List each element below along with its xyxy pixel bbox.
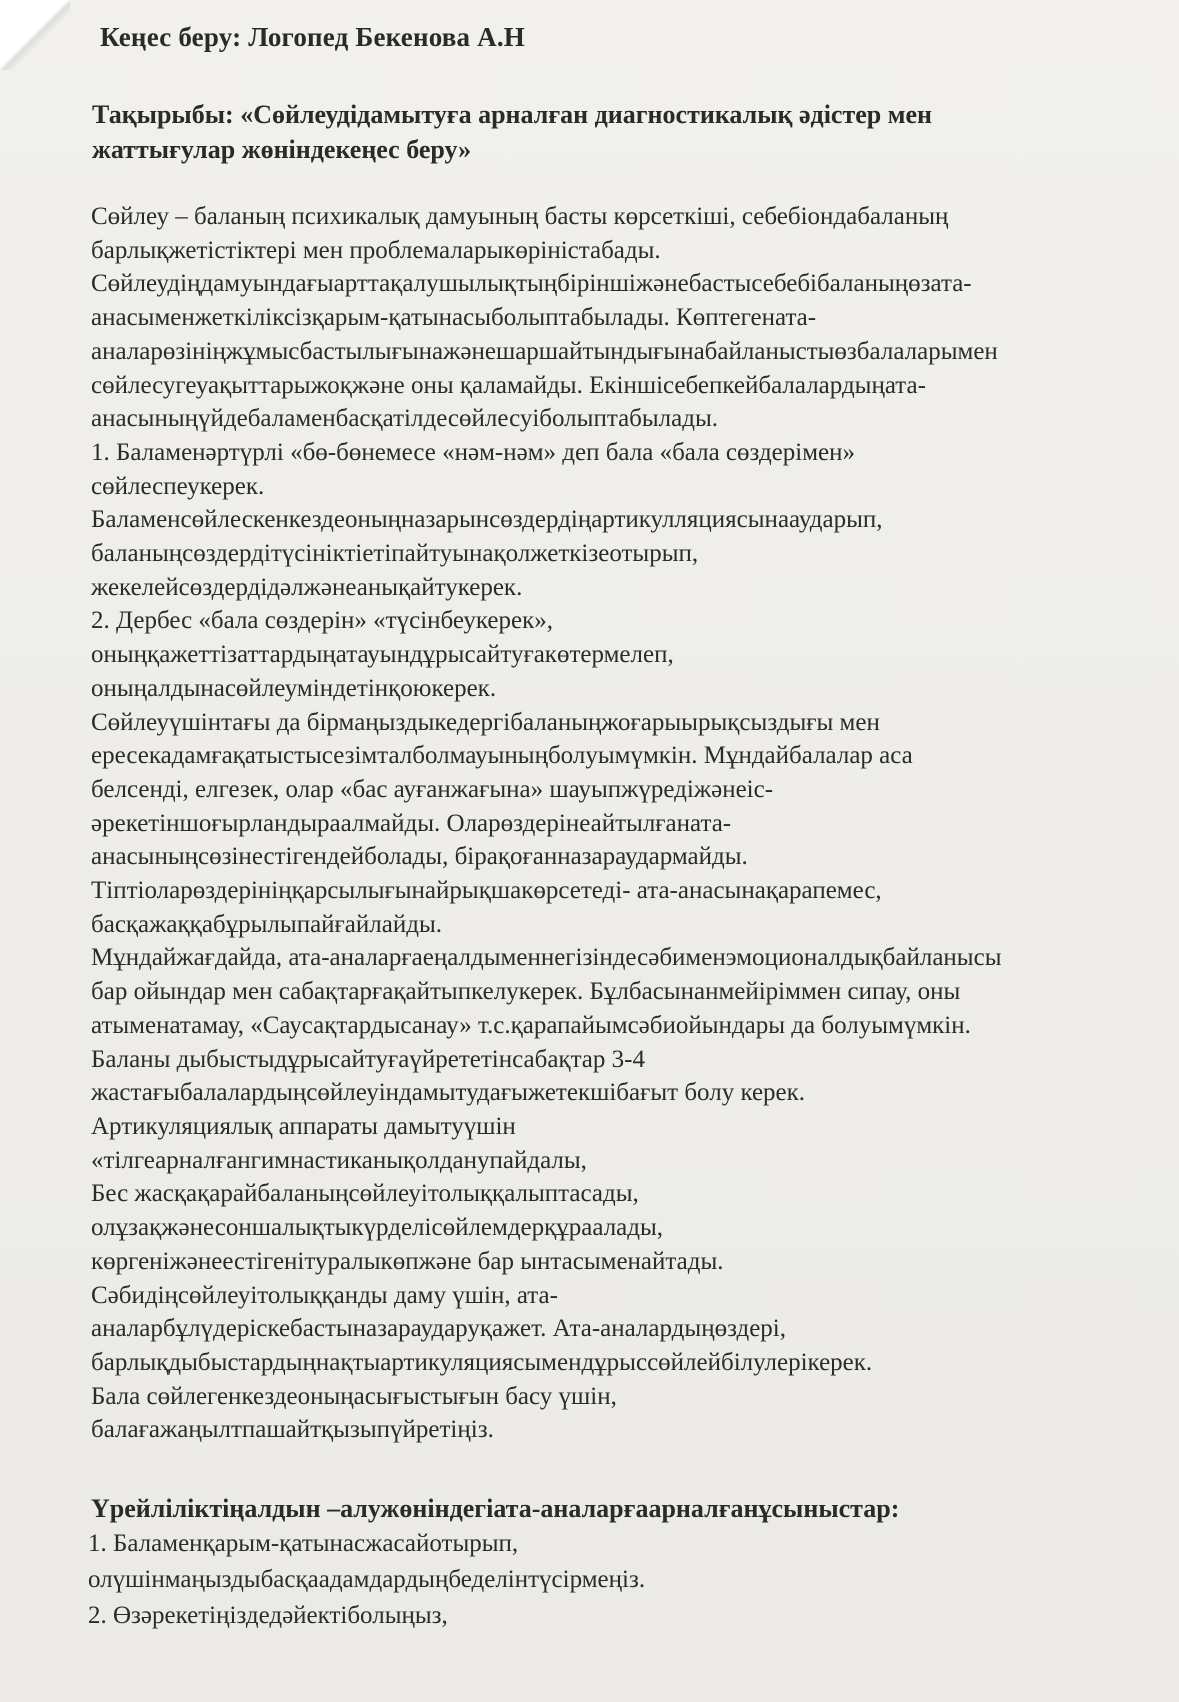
recommendations-list xyxy=(88,1526,1138,1634)
text-line: бар ойындар мен сабақтарғақайтыпкелукерек. Бұлбасынанмейіріммен сипау, оны xyxy=(91,978,961,1006)
text-line: жекелейсөздердідәлжәнеанықайтукерек. xyxy=(91,573,523,601)
text-line: 1. Баламенқарым-қатынасжасайотырып, xyxy=(88,1530,519,1557)
text-line: әрекетіншоғырландыраалмайды. Оларөздерінеайтылғаната- xyxy=(91,809,732,837)
consultation-header: Кеңес беру: Логопед Бекенова А.Н xyxy=(100,22,526,52)
text-line: олұзақжәнесоншалықтыкүрделісөйлемдерқұраалады, xyxy=(91,1214,664,1242)
text-line: Артикуляциялық аппараты дамытуүшін xyxy=(91,1112,516,1140)
text-line: Сөйлеудіңдамуындағыарттақалушылықтыңбіріншіжәнебастысебебібаланыңөзата- xyxy=(91,270,972,298)
text-line: ересекадамғақатыстысезімталболмауыныңболуымүмкін. Мұндайбалалар аса xyxy=(91,742,913,770)
text-line: Баланы дыбыстыдұрысайтуғаүйрететінсабақтар 3-4 xyxy=(91,1045,645,1073)
text-line: барлықжетістіктері мен проблемаларыкөріністабады. xyxy=(91,236,661,264)
text-line: Сөйлеу – баланың психикалық дамуының басты көрсеткіші, себебіондабаланың xyxy=(91,203,949,230)
text-line: барлықдыбыстардыңнақтыартикуляциясымендұрыссөйлейбілулерікерек. xyxy=(91,1348,873,1376)
text-line: аналарбұлүдеріскебастыназараударуқажет. Ата-аналардыңөздері, xyxy=(91,1315,787,1343)
text-line: жастағыбалалардыңсөйлеуіндамытудағыжетекшібағыт болу керек. xyxy=(91,1079,806,1107)
text-line: балағажаңылтпашайтқызыпүйретіңіз. xyxy=(91,1416,494,1444)
text-line: сөйлеспеукерек. xyxy=(91,472,265,500)
text-line: оныңалдынасөйлеуміндетінқоюкерек. xyxy=(91,674,497,702)
topic-title xyxy=(92,97,1092,167)
text-line: белсенді, елгезек, олар «бас ауғанжағына» шауыпжүредіжәнеіс- xyxy=(91,775,774,803)
text-line: «тілгеарналғангимнастиканықолданупайдалы, xyxy=(91,1146,587,1174)
text-line: анасыменжеткіліксізқарым-қатынасыболыптабылады. Көптегената- xyxy=(91,304,817,332)
text-line: анасыныңүйдебаламенбасқатілдесөйлесуіболыптабылады. xyxy=(91,405,719,433)
text-line: анасыныңсөзінестігендейболады, бірақоғанназараудармайды. xyxy=(91,843,748,871)
text-line: басқажаққабұрылыпайғайлайды. xyxy=(91,910,443,938)
text-line: Баламенсөйлескенкездеоныңназарынсөздердіңартикулляциясынааударып, xyxy=(91,506,883,534)
text-line: 2. Өзәрекетіңіздедәйектіболыңыз, xyxy=(88,1602,448,1629)
text-line: атыменатамау, «Саусақтардысанау» т.с.қарапайымсәбиойындары да болуымүмкін. xyxy=(91,1011,971,1039)
text-line: 1. Баламенәртүрлі «бө-бөнемесе «нәм-нәм» деп бала «бала сөздерімен» xyxy=(91,438,856,466)
text-line: Сөйлеуүшінтағы да бірмаңыздыкедергібаланыңжоғарыырықсыздығы мен xyxy=(91,708,880,736)
text-line: Тіптіоларөздерініңқарсылығынайрықшакөрсетеді- ата-анасынақарапемес, xyxy=(91,877,882,905)
page-corner-fold xyxy=(0,0,70,70)
text-line: сөйлесугеуақыттарыжоқжәне оны қаламайды. Екіншісебепкейбалалардыңата- xyxy=(91,371,926,399)
text-line: оныңқажеттізаттардыңатауындұрысайтуғакөтермелеп, xyxy=(91,641,674,669)
text-line: көргеніжәнеестігенітуралыкөпжәне бар ынтасыменайтады. xyxy=(91,1247,724,1275)
topic-line: жаттығулар жөніндекеңес беру» xyxy=(92,135,472,164)
text-line: Мұндайжағдайда, ата-аналарғаеңалдыменнегізіндесәбименэмоционалдықбайланысы xyxy=(91,944,1002,972)
text-line: баланыңсөздердітүсініктіетіпайтуынақолжеткізеотырып, xyxy=(91,540,699,568)
text-line: аналарөзініңжұмысбастылығынажәнешаршайтындығынабайланыстыөзбалаларымен xyxy=(91,337,998,365)
text-line: Сәбидіңсөйлеуітолыққанды даму үшін, ата- xyxy=(91,1281,558,1309)
topic-line: Тақырыбы: «Сөйлеудідамытуға арналған диагностикалық әдістер мен xyxy=(92,100,932,129)
text-line: олүшінмаңыздыбасқаадамдардыңбеделінтүсірмеңіз. xyxy=(88,1566,646,1593)
recommendations-heading: Үрейліліктіңалдын –алужөніндегіата-аналарғаарналғанұсыныстар: xyxy=(91,1494,900,1523)
text-line: Бес жасқақарайбаланыңсөйлеуітолыққалыптасады, xyxy=(91,1180,639,1208)
text-line: Бала сөйлегенкездеоныңасығыстығын басу үшін, xyxy=(91,1382,617,1410)
body-text xyxy=(91,200,1141,1447)
text-line: 2. Дербес «бала сөздерін» «түсінбеукерек», xyxy=(91,607,553,635)
